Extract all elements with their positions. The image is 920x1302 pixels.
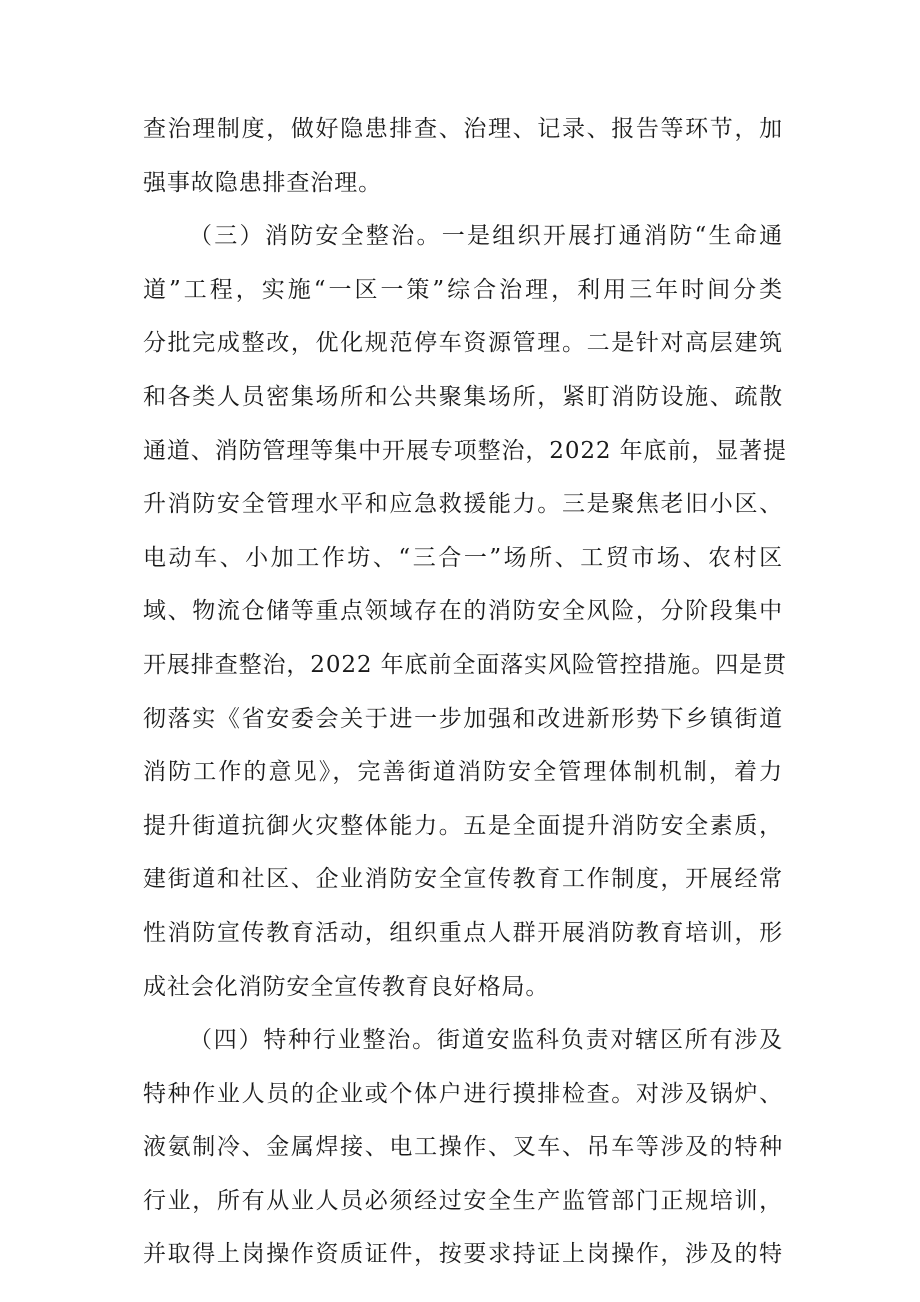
text-line: 提升街道抗御火灾整体能力。五是全面提升消防安全素质， [143, 812, 783, 839]
text-line: 域、物流仓储等重点领域存在的消防安全风险，分阶段集中 [143, 598, 783, 625]
text-line: 性消防宣传教育活动，组织重点人群开展消防教育培训，形 [143, 919, 783, 946]
text-line: 并取得上岗操作资质证件，按要求持证上岗操作，涉及的特 [143, 1241, 783, 1268]
text-line: 电动车、小加工作坊、“三合一”场所、工贸市场、农村区 [143, 544, 783, 571]
document-body [143, 103, 787, 1282]
text-line: 强事故隐患排查治理。 [143, 169, 382, 196]
paragraph-heading-line: （三）消防安全整治。一是组织开展打通消防“生命通 [189, 223, 783, 250]
text-line: 成社会化消防安全宣传教育良好格局。 [143, 973, 550, 1000]
text-line: 分批完成整改，优化规范停车资源管理。二是针对高层建筑 [143, 330, 783, 357]
text-line: 通道、消防管理等集中开展专项整治，2022 年底前，显著提 [143, 437, 787, 464]
text-line: 特种作业人员的企业或个体户进行摸排检查。对涉及锅炉、 [143, 1080, 783, 1107]
text-line: 液氨制冷、金属焊接、电工操作、叉车、吊车等涉及的特种 [143, 1134, 783, 1161]
text-line: 开展排查整治，2022 年底前全面落实风险管控措施。四是贯 [143, 651, 787, 678]
text-line: 消防工作的意见》，完善街道消防安全管理体制机制，着力 [143, 759, 783, 786]
text-line: 行业，所有从业人员必须经过安全生产监管部门正规培训， [143, 1187, 783, 1214]
text-line: 彻落实《省安委会关于进一步加强和改进新形势下乡镇街道 [143, 705, 783, 732]
text-line: 建街道和社区、企业消防安全宣传教育工作制度，开展经常 [143, 866, 783, 893]
paragraph-heading-line: （四）特种行业整治。街道安监科负责对辖区所有涉及 [189, 1027, 783, 1054]
text-line: 和各类人员密集场所和公共聚集场所，紧盯消防设施、疏散 [143, 383, 783, 410]
text-line: 查治理制度，做好隐患排查、治理、记录、报告等环节，加 [143, 116, 783, 142]
text-line: 道”工程，实施“一区一策”综合治理，利用三年时间分类 [143, 276, 783, 303]
text-line: 升消防安全管理水平和应急救援能力。三是聚焦老旧小区、 [143, 491, 783, 518]
